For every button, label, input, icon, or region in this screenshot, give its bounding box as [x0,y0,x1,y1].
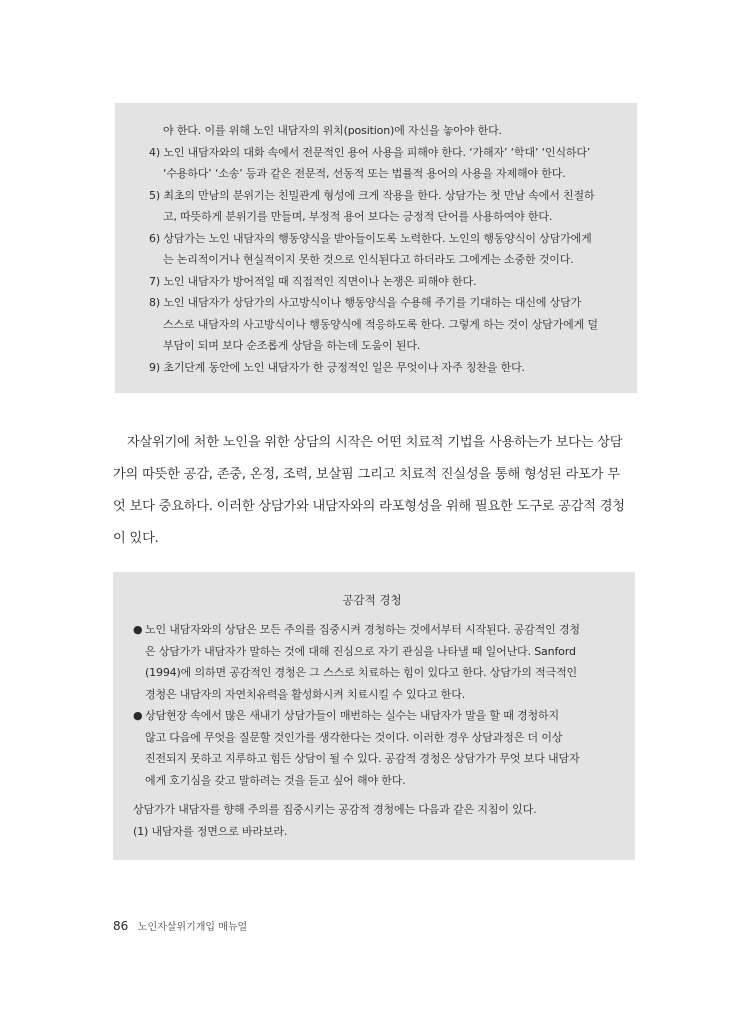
body-paragraph [113,427,643,555]
bullet-text-line: 않고 다음에 무엇을 질문할 것인가를 생각한다는 것이다. 이러한 경우 상담과정은 더 이상 [145,730,563,744]
guideline-line: 는 논리적이거나 현실적이지 못한 것으로 인식된다고 하더라도 그에게는 소중한 것이다. [163,253,574,266]
bullet-icon: ● [133,623,143,636]
bullet-icon: ● [133,709,143,722]
bullet-text-line: 은 상담가가 내담자가 말하는 것에 대해 진심으로 자기 관심을 나타낼 때 일어난다. Sanford [145,644,576,658]
guideline-item-9: 9) 초기단계 동안에 노인 내담자가 한 긍정적인 일은 무엇이나 자주 칭찬을 한다. [149,360,525,374]
bullet-item [133,705,621,727]
page-footer [113,918,247,933]
body-line: 이 있다. [113,531,159,546]
bullet-text-line: 진전되지 못하고 지루하고 힘든 상담이 될 수 있다. 공감적 경청은 상담가가 무엇 보다 내담자 [145,752,580,765]
page-number: 86 [113,919,129,933]
guideline-box [115,103,637,393]
guideline-item-1: (1) 내담자를 정면으로 바라보라. [133,824,288,838]
guideline-line: ‘수용하다’ ‘소송’ 등과 같은 전문적, 선동적 또는 법률적 용어의 사용을 자제해야 한다. [163,167,566,180]
guideline-item-4: 4) 노인 내담자와의 대화 속에서 전문적인 용어 사용을 피해야 한다. ‘가해자’ ‘학대’ ‘인식하다’ [149,145,591,159]
box-title: 공감적 경청 [342,593,402,607]
bullet-item [133,619,621,641]
guideline-line: 야 한다. 이를 위해 노인 내담자의 위치(position)에 자신을 놓아야 한다. [163,124,502,137]
guideline-line: 스스로 내담자의 사고방식이나 행동양식에 적응하도록 한다. 그렇게 하는 것이 상담가에게 덜 [163,317,598,331]
bullet-text-line: (1994)에 의하면 공감적인 경청은 그 스스로 치료하는 힘이 있다고 한다. 상담가의 적극적인 [145,666,578,679]
body-line: 엇 보다 중요하다. 이러한 상담가와 내담자와의 라포형성을 위해 필요한 도구로 공감적 경청 [113,499,625,514]
guideline-item-5: 5) 최초의 만남의 분위기는 친밀관계 형성에 크게 작용을 한다. 상담가는 첫 만남 속에서 친절하 [149,188,595,202]
bullet-text-line: 경청은 내담자의 자연치유력을 활성화시켜 치료시킬 수 있다고 한다. [145,687,466,701]
guideline-intro: 상담가가 내담자를 향해 주의를 집중시키는 공감적 경청에는 다음과 같은 지침이 있다. [133,803,537,816]
empathic-listening-box [113,572,635,860]
body-line: 가의 따뜻한 공감, 존중, 온정, 조력, 보살핌 그리고 치료적 진실성을 통해 형성된 라포가 무 [113,467,620,482]
guideline-item-6: 6) 상담가는 노인 내담자의 행동양식을 받아들이도록 노력한다. 노인의 행동양식이 상담가에게 [149,231,592,245]
guideline-line: 고, 따뜻하게 분위기를 만들며, 부정적 용어 보다는 긍정적 단어를 사용하여야 한다. [163,210,553,223]
guideline-line: 부담이 되며 보다 순조롭게 상담을 하는데 도움이 된다. [163,339,421,352]
guideline-item-8: 8) 노인 내담자가 상담가의 사고방식이나 행동양식을 수용해 주기를 기대하는 대신에 상담가 [149,296,582,309]
bullet-text: 상담현장 속에서 많은 새내기 상담가들이 매번하는 실수는 내담자가 말을 할 때 경청하지 [145,709,559,722]
bullet-text: 노인 내담자와의 상담은 모든 주의를 집중시켜 경청하는 것에서부터 시작된다. 공감적인 경청 [145,623,580,636]
body-line: 자살위기에 처한 노인을 위한 상담의 시작은 어떤 치료적 기법을 사용하는가 보다는 상담 [127,435,623,450]
running-title: 노인자살위기개입 매뉴얼 [137,922,248,933]
guideline-item-7: 7) 노인 내담자가 방어적일 때 직접적인 직면이나 논쟁은 피해야 한다. [149,274,477,288]
bullet-text-line: 에게 호기심을 갖고 말하려는 것을 듣고 싶어 해야 한다. [145,773,406,787]
